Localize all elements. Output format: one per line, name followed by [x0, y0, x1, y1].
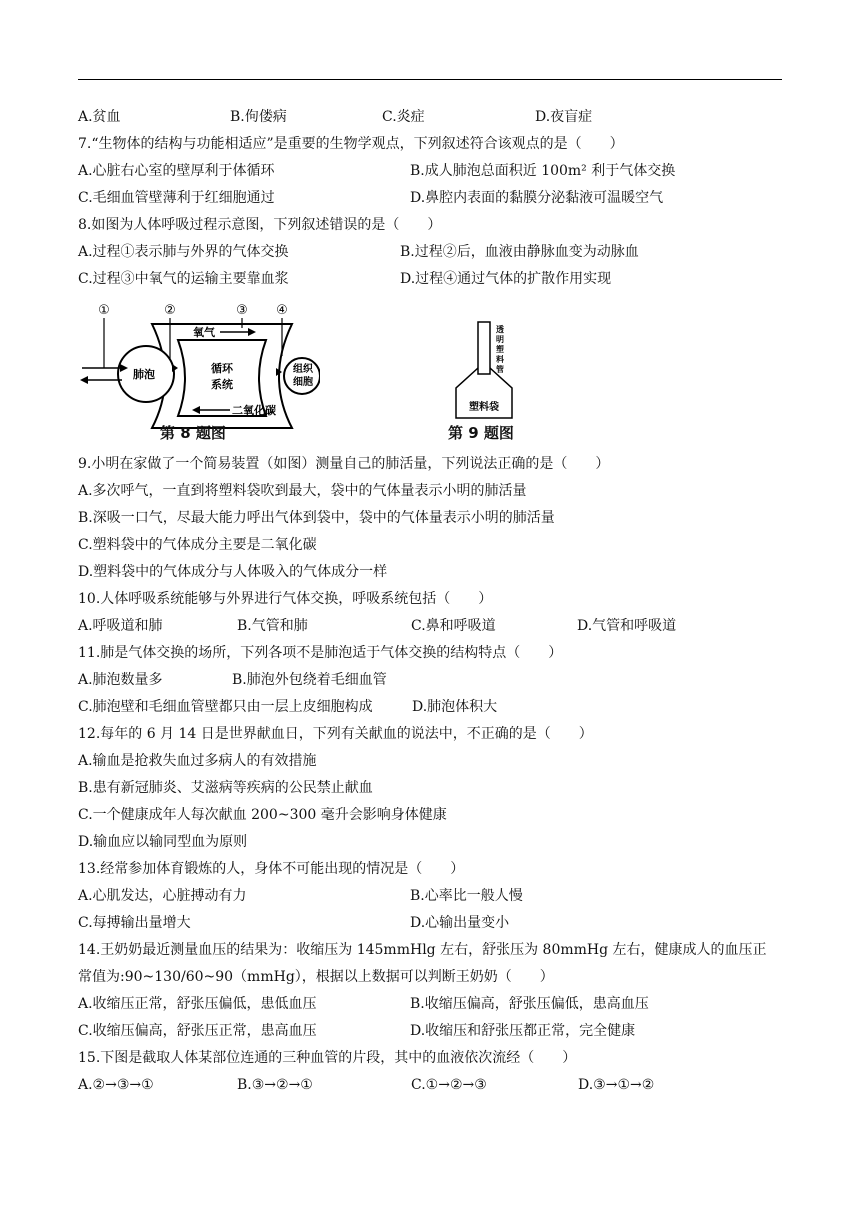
q13-option-c: C.每搏输出量增大 — [78, 915, 191, 931]
q9-stem: 9.小明在家做了一个简易装置（如图）测量自己的肺活量，下列说法正确的是（ ） — [78, 456, 610, 472]
fig9-bag-label: 塑料袋 — [469, 402, 499, 413]
q15-option-c: C.①→②→③ — [411, 1077, 487, 1093]
q11-option-d: D.肺泡体积大 — [412, 699, 498, 715]
q13-option-a: A.心肌发达，心脏搏动有力 — [78, 888, 247, 904]
q9-option-c: C.塑料袋中的气体成分主要是二氧化碳 — [78, 537, 317, 553]
fig8-tissue-label-2: 细胞 — [293, 377, 313, 388]
q7-option-b: B.成人肺泡总面积近 100m² 利于气体交换 — [410, 163, 676, 179]
q8-stem: 8.如图为人体呼吸过程示意图，下列叙述错误的是（ ） — [78, 217, 442, 233]
fig8-marker-2: ② — [164, 303, 176, 318]
q14-stem-line-2: 常值为:90~130/60~90（mmHg），根据以上数据可以判断王奶奶（ ） — [78, 969, 554, 985]
q12-stem: 12.每年的 6 月 14 日是世界献血日，下列有关献血的说法中，不正确的是（ ） — [78, 726, 593, 742]
fig8-oxygen-label: 氧气 — [193, 326, 215, 339]
fig9-tube-label-5: 管 — [496, 365, 504, 374]
q6-option-d: D.夜盲症 — [535, 109, 593, 125]
fig9-tube-label-3: 塑 — [496, 345, 504, 354]
q11-option-b: B.肺泡外包绕着毛细血管 — [232, 672, 387, 688]
fig8-tissue-label-1: 组织 — [293, 364, 313, 375]
q13-option-b: B.心率比一般人慢 — [410, 888, 523, 904]
fig8-marker-4: ④ — [276, 303, 288, 318]
q13-stem: 13.经常参加体育锻炼的人，身体不可能出现的情况是（ ） — [78, 861, 465, 877]
fig9-caption: 第 9 题图 — [448, 424, 514, 442]
q14-option-c: C.收缩压偏高，舒张压正常，患高血压 — [78, 1023, 317, 1039]
q11-option-c: C.肺泡壁和毛细血管壁都只由一层上皮细胞构成 — [78, 699, 373, 715]
q13-option-d: D.心输出量变小 — [410, 915, 510, 931]
q15-option-b: B.③→②→① — [237, 1077, 313, 1093]
fig8-marker-1: ① — [98, 303, 110, 318]
q11-stem: 11.肺是气体交换的场所，下列各项不是肺泡适于气体交换的结构特点（ ） — [78, 645, 563, 661]
q12-option-a: A.输血是抢救失血过多病人的有效措施 — [78, 753, 317, 769]
q14-option-a: A.收缩压正常，舒张压偏低，患低血压 — [78, 996, 317, 1012]
fig8-circulation-label-2: 系统 — [211, 378, 233, 391]
q14-option-d: D.收缩压和舒张压都正常，完全健康 — [410, 1023, 636, 1039]
q10-option-d: D.气管和呼吸道 — [577, 618, 677, 634]
fig8-marker-3: ③ — [236, 303, 248, 318]
q9-option-d: D.塑料袋中的气体成分与人体吸入的气体成分一样 — [78, 564, 388, 580]
fig8-caption: 第 8 题图 — [160, 424, 226, 442]
q10-option-a: A.呼吸道和肺 — [78, 618, 163, 634]
q7-stem: 7.“生物体的结构与功能相适应”是重要的生物学观点，下列叙述符合该观点的是（ ） — [78, 136, 624, 152]
fig9-tube-label-2: 明 — [496, 335, 504, 344]
header-rule — [78, 79, 782, 80]
q8-option-d: D.过程④通过气体的扩散作用实现 — [400, 271, 612, 287]
q14-stem-line-1: 14.王奶奶最近测量血压的结果为：收缩压为 145mmHlg 左右，舒张压为 80mmHg 左右，健康成人的血压正 — [78, 942, 767, 958]
q10-option-c: C.鼻和呼吸道 — [411, 618, 496, 634]
q9-option-b: B.深吸一口气，尽最大能力呼出气体到袋中，袋中的气体量表示小明的肺活量 — [78, 510, 555, 526]
q12-option-d: D.输血应以输同型血为原则 — [78, 834, 248, 850]
q7-option-a: A.心脏右心室的壁厚利于体循环 — [78, 163, 275, 179]
q14-option-b: B.收缩压偏高，舒张压偏低，患高血压 — [410, 996, 649, 1012]
figure-8-respiration-diagram — [80, 298, 320, 446]
q15-stem: 15.下图是截取人体某部位连通的三种血管的片段，其中的血液依次流经（ ） — [78, 1050, 577, 1066]
fig9-tube-label-4: 料 — [496, 355, 504, 364]
q7-option-c: C.毛细血管壁薄利于红细胞通过 — [78, 190, 275, 206]
q6-option-a: A.贫血 — [78, 109, 121, 125]
q12-option-c: C.一个健康成年人每次献血 200~300 毫升会影响身体健康 — [78, 807, 447, 823]
q6-option-c: C.炎症 — [382, 109, 425, 125]
q15-option-d: D.③→①→② — [578, 1077, 655, 1093]
q9-option-a: A.多次呼气，一直到将塑料袋吹到最大，袋中的气体量表示小明的肺活量 — [78, 483, 527, 499]
q6-option-b: B.佝偻病 — [230, 109, 287, 125]
fig9-tube-label-1: 透 — [496, 325, 504, 334]
q7-option-d: D.鼻腔内表面的黏膜分泌黏液可温暖空气 — [410, 190, 664, 206]
fig8-circulation-label-1: 循环 — [211, 362, 233, 375]
q15-option-a: A.②→③→① — [78, 1077, 154, 1093]
figure-9-lung-capacity-device — [440, 318, 530, 444]
fig8-co2-label: 二氧化碳 — [232, 404, 276, 417]
q8-option-b: B.过程②后，血液由静脉血变为动脉血 — [400, 244, 639, 260]
q11-option-a: A.肺泡数量多 — [78, 672, 163, 688]
q12-option-b: B.患有新冠肺炎、艾滋病等疾病的公民禁止献血 — [78, 780, 373, 796]
q8-option-c: C.过程③中氧气的运输主要靠血浆 — [78, 271, 289, 287]
q8-option-a: A.过程①表示肺与外界的气体交换 — [78, 244, 289, 260]
fig8-alveolus-label: 肺泡 — [133, 368, 155, 381]
q10-option-b: B.气管和肺 — [237, 618, 308, 634]
q10-stem: 10.人体呼吸系统能够与外界进行气体交换，呼吸系统包括（ ） — [78, 591, 493, 607]
